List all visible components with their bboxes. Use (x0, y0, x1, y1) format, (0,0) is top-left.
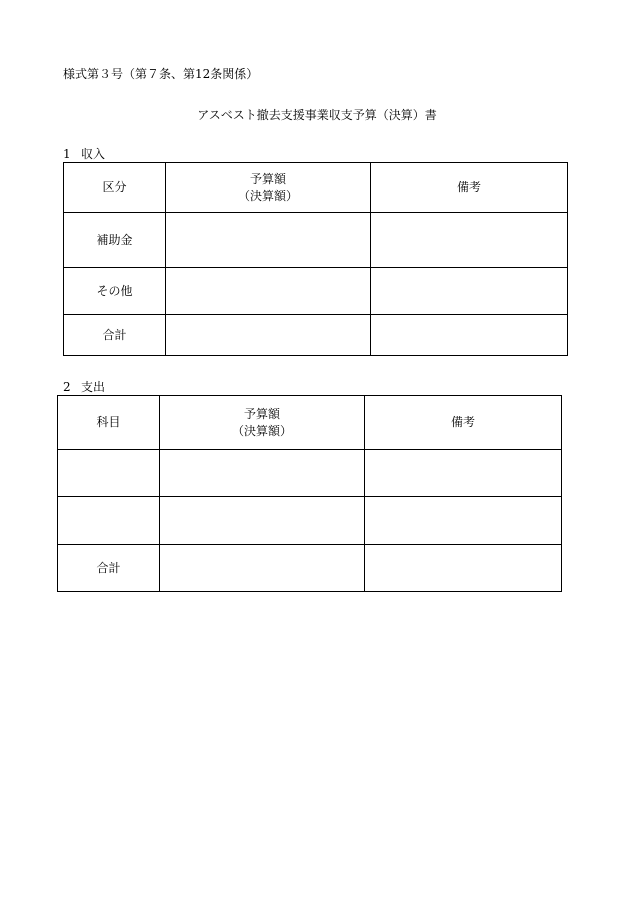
expenditure-row-item (58, 450, 562, 497)
income-col-remarks: 備考 (371, 163, 568, 213)
income-col-category: 区分 (64, 163, 166, 213)
income-row-other (64, 268, 568, 315)
expenditure-row-total (58, 545, 562, 592)
income-col-amount (166, 163, 371, 213)
expenditure-row-label[interactable] (58, 450, 160, 497)
expenditure-row-remarks[interactable] (365, 497, 562, 545)
expenditure-row-remarks[interactable] (365, 545, 562, 592)
expenditure-row-amount[interactable] (160, 497, 365, 545)
expenditure-table (57, 395, 562, 592)
expenditure-row-label[interactable] (58, 497, 160, 545)
expenditure-header-row (58, 396, 562, 450)
income-row-total (64, 315, 568, 356)
expenditure-row-item (58, 497, 562, 545)
expenditure-heading (63, 378, 105, 395)
income-heading (63, 145, 105, 162)
expenditure-col-category: 科目 (58, 396, 160, 450)
document-title: アスベスト撤去支援事業収支予算（決算）書 (197, 108, 437, 122)
expenditure-row-amount[interactable] (160, 545, 365, 592)
expenditure-col-amount-line1: 予算額 (243, 406, 280, 421)
expenditure-col-amount (160, 396, 365, 450)
income-row-label: 補助金 (64, 213, 166, 268)
income-row-label: その他 (64, 268, 166, 315)
expenditure-col-remarks: 備考 (365, 396, 562, 450)
expenditure-row-label: 合計 (58, 545, 160, 592)
expenditure-row-remarks[interactable] (365, 450, 562, 497)
income-row-amount[interactable] (166, 315, 371, 356)
income-row-remarks[interactable] (371, 268, 568, 315)
income-table (63, 162, 568, 356)
income-row-label: 合計 (64, 315, 166, 356)
expenditure-heading-number: 2 (63, 380, 71, 394)
expenditure-heading-label: 支出 (81, 380, 106, 394)
expenditure-col-amount-line2: （決算額） (231, 423, 292, 438)
expenditure-row-amount[interactable] (160, 450, 365, 497)
form-number: 様式第３号（第７条、第12条関係） (63, 67, 259, 81)
income-row-amount[interactable] (166, 213, 371, 268)
income-row-remarks[interactable] (371, 315, 568, 356)
income-col-amount-line2: （決算額） (237, 188, 298, 203)
income-header-row (64, 163, 568, 213)
income-col-amount-line1: 予算額 (249, 171, 286, 186)
income-heading-label: 収入 (81, 147, 106, 161)
income-row-subsidy (64, 213, 568, 268)
income-heading-number: 1 (63, 147, 71, 161)
income-row-amount[interactable] (166, 268, 371, 315)
income-row-remarks[interactable] (371, 213, 568, 268)
